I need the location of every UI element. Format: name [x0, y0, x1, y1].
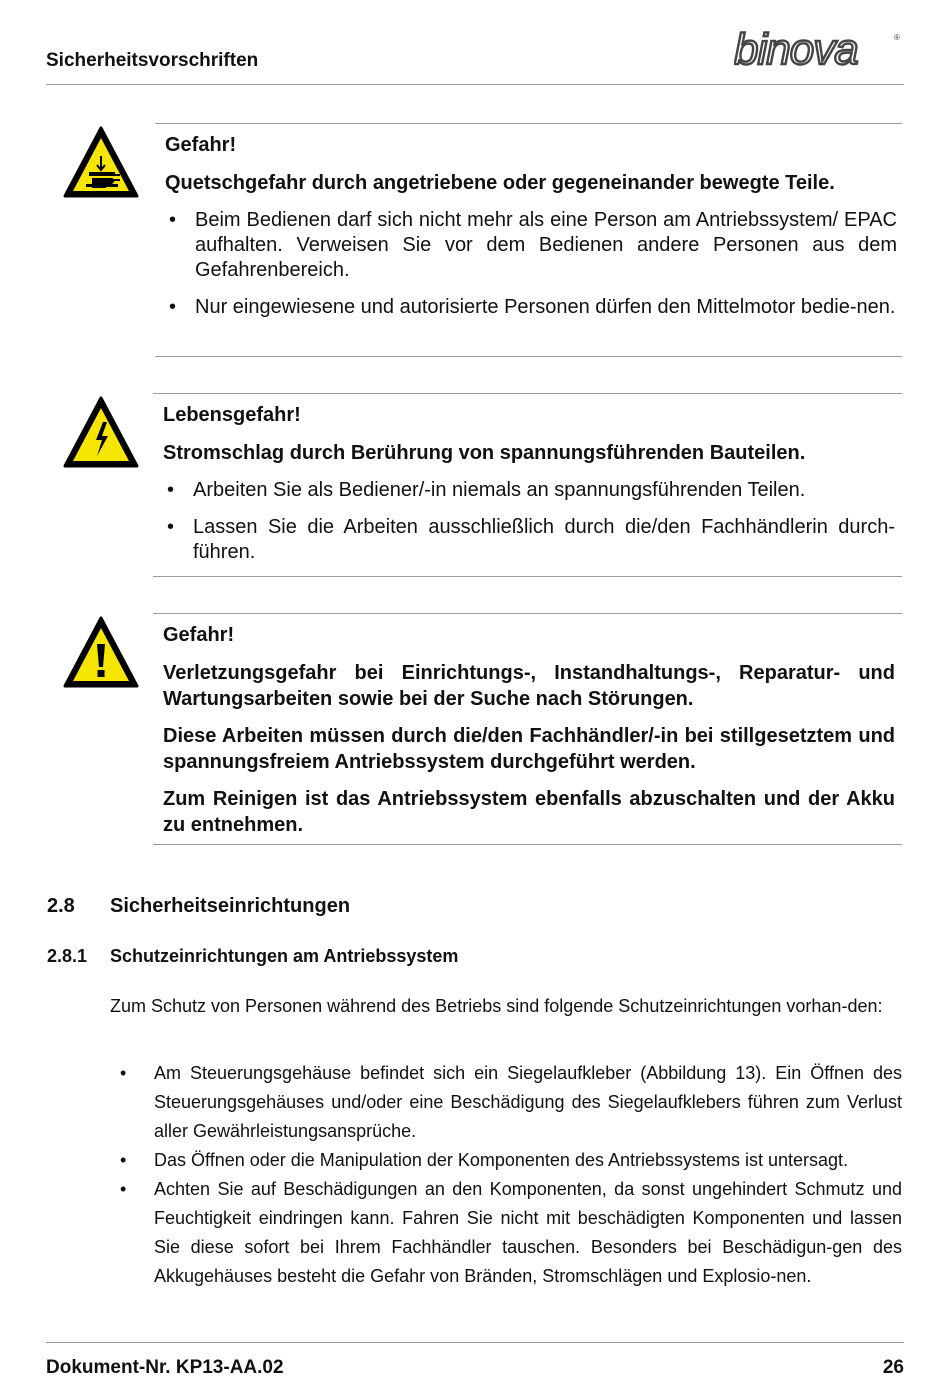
warning-bullet: • Arbeiten Sie als Bediener/-in niemals an spannungsführenden Teilen. — [163, 478, 895, 503]
warning-bullet: • Beim Bedienen darf sich nicht mehr als eine Person am Antriebssystem/ EPAC aufhalten. Verweisen Sie vor dem Bedienen andere Personen aus dem Gefahrenbereich. — [165, 208, 897, 283]
warning-heading: Stromschlag durch Berührung von spannungsführenden Bauteilen. — [163, 442, 806, 464]
warning-title: Lebensgefahr! — [163, 404, 301, 426]
binova-logo — [734, 28, 904, 74]
warning-bullet: • Nur eingewiesene und autorisierte Personen dürfen den Mittelmotor bedie-nen. — [165, 295, 897, 320]
list-item: • Achten Sie auf Beschädigungen an den Komponenten, da sonst ungehindert Schmutz und Feuchtigkeit eindringen kann. Fahren Sie nicht mit beschädigten Komponenten und lassen Sie diese sofort bei Ihrem Fachhändler tauschen. Besonders bei Beschädigun-gen des Akkugehäuses besteht die Gefahr von Bränden, Stromschlägen und Explosio-nen. — [110, 1175, 902, 1291]
intro-paragraph: Zum Schutz von Personen während des Betriebs sind folgende Schutzeinrichtungen vorhan-den: — [110, 996, 883, 1016]
warning-box-electric — [153, 393, 902, 577]
warning-title: Gefahr! — [163, 624, 235, 646]
header-title: Sicherheitsvorschriften — [46, 50, 259, 71]
warning-bullet-list — [163, 478, 895, 565]
crushing-hazard-icon — [62, 124, 140, 207]
electric-shock-hazard-icon — [62, 394, 140, 477]
page-number: 26 — [882, 1357, 904, 1378]
document-number: Dokument-Nr. KP13-AA.02 — [46, 1357, 284, 1378]
subsection-title: Schutzeinrichtungen am Antriebssystem — [110, 946, 459, 966]
section-title: Sicherheitseinrichtungen — [110, 895, 351, 917]
protection-bullet-list — [110, 1059, 902, 1291]
svg-text:®: ® — [894, 33, 900, 42]
svg-text:binova: binova — [734, 28, 858, 74]
warning-title: Gefahr! — [165, 134, 237, 156]
warning-paragraph: Zum Reinigen ist das Antriebssystem ebenfalls abzuschalten und der Akku zu entnehmen. — [163, 788, 895, 836]
list-item: • Am Steuerungsgehäuse befindet sich ein Siegelaufkleber (Abbildung 13). Ein Öffnen des Steuerungsgehäuses und/oder eine Beschädigung des Siegelaufklebers führen zum Verlust aller Gewährleistungsansprüche. — [110, 1059, 902, 1146]
warning-box-general — [153, 613, 902, 845]
warning-box-crushing — [155, 123, 902, 357]
warning-paragraph: Diese Arbeiten müssen durch die/den Fachhändler/-in bei stillgesetztem und spannungsfreiem Antriebssystem durchgeführt werden. — [163, 725, 895, 773]
list-item: • Das Öffnen oder die Manipulation der Komponenten des Antriebssystems ist untersagt. — [110, 1146, 902, 1175]
section-number: 2.8 — [47, 895, 75, 917]
warning-paragraph: Verletzungsgefahr bei Einrichtungs-, Instandhaltungs-, Reparatur- und Wartungsarbeiten sowie bei der Suche nach Störungen. — [163, 662, 895, 710]
general-warning-icon — [62, 614, 140, 697]
page-footer — [46, 1342, 904, 1378]
warning-bullet-list — [165, 208, 897, 320]
warning-heading: Quetschgefahr durch angetriebene oder gegeneinander bewegte Teile. — [165, 172, 835, 194]
warning-bullet: • Lassen Sie die Arbeiten ausschließlich durch die/den Fachhändlerin durch-führen. — [163, 515, 895, 565]
subsection-number: 2.8.1 — [47, 946, 88, 966]
page-header — [46, 28, 904, 85]
